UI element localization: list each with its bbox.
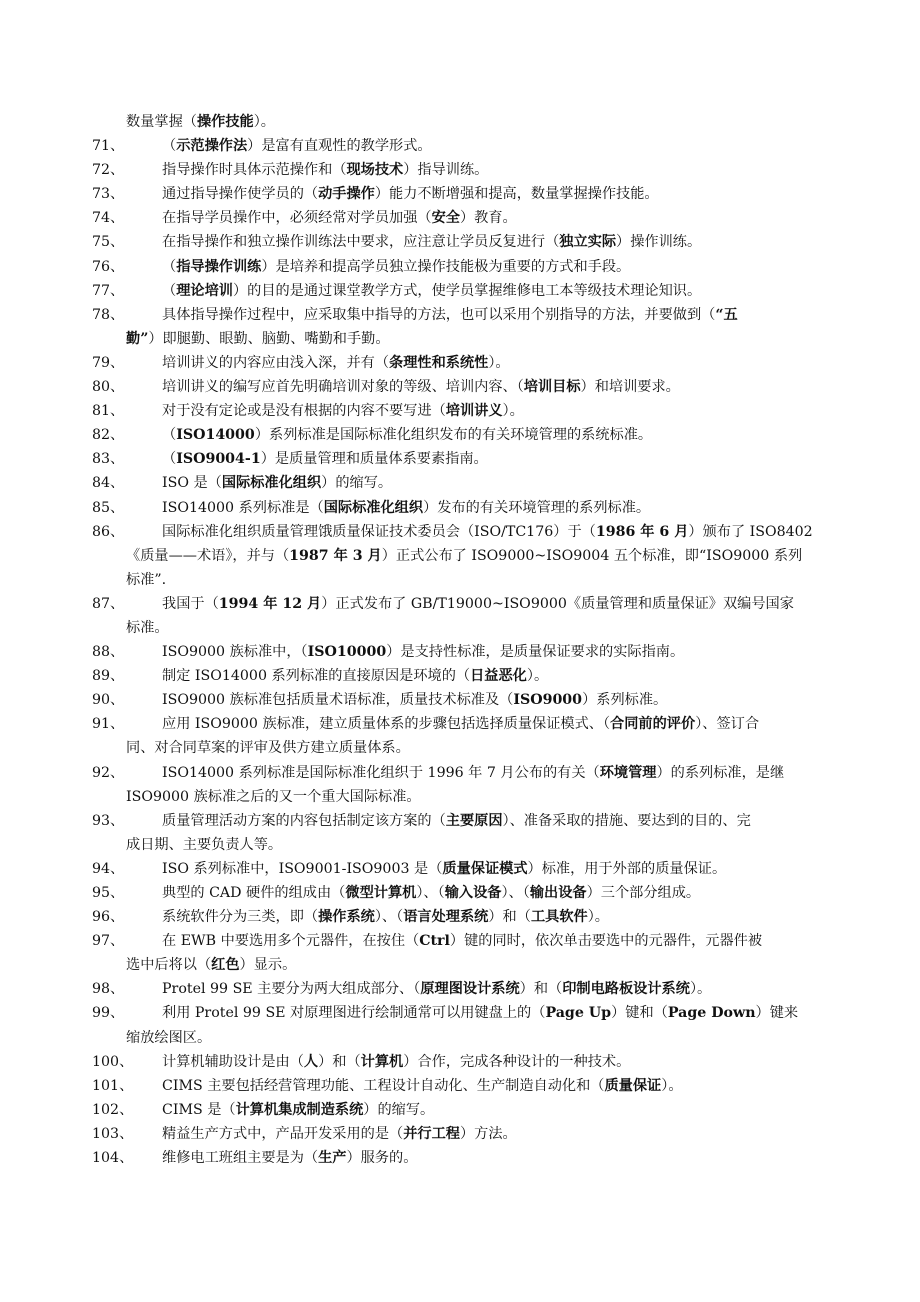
item-first-line: [92, 688, 837, 712]
item-continuation-line: [92, 544, 837, 568]
question-text: ）是支持性标准，是质量保证要求的实际指南。: [386, 644, 685, 661]
item-number: 80、: [92, 379, 125, 396]
item-first-line: [92, 255, 837, 279]
list-item: [92, 592, 837, 640]
item-number: 84、: [92, 475, 125, 492]
answer-text: 勤”: [126, 330, 149, 347]
item-number: 101、: [92, 1077, 134, 1094]
list-item: [92, 230, 837, 254]
answer-text: 工具软件: [530, 909, 588, 926]
answer-text: 操作技能: [196, 114, 254, 130]
question-text: ）指导训练。: [403, 162, 489, 179]
question-text: （: [162, 282, 177, 299]
question-text: 国际标准化组织质量管理饿质量保证技术委员会（ISO/TC176）于（: [162, 523, 596, 540]
item-first-line: [92, 496, 837, 520]
question-text: ）三个部分组成。: [586, 885, 701, 901]
list-item: [92, 520, 837, 592]
question-text: CIMS 主要包括经营管理功能、工程设计自动化、生产制造自动化和（: [162, 1077, 605, 1094]
item-number: 86、: [92, 523, 125, 540]
question-text: ）。: [502, 403, 524, 420]
item-text: [162, 761, 837, 785]
item-text: [162, 158, 837, 182]
answer-text: 独立实际: [559, 234, 617, 251]
question-text: ）是质量管理和质量体系要素指南。: [260, 451, 488, 468]
item-text: [162, 471, 837, 495]
question-text: ）键来: [755, 1005, 799, 1022]
list-item: [92, 423, 837, 447]
item-text: [162, 375, 837, 399]
item-text: [162, 688, 837, 712]
item-first-line: [92, 471, 837, 495]
item-text: [162, 1098, 837, 1122]
item-first-line: [92, 206, 837, 230]
item-first-line: [92, 351, 837, 375]
item-first-line: [92, 1098, 837, 1122]
question-text: ）和（: [318, 1053, 361, 1070]
question-text: ）、准备采取的措施、要达到的目的、完: [502, 812, 751, 829]
question-text: ）和（: [488, 909, 531, 926]
item-first-line: [92, 905, 837, 929]
item-continuation-line: [92, 953, 837, 977]
list-item: [92, 977, 837, 1001]
item-continuation-line: [92, 736, 837, 760]
list-item: [92, 1001, 837, 1049]
item-first-line: [92, 447, 837, 471]
item-continuation-line: [92, 1026, 837, 1050]
question-text: （: [162, 451, 177, 468]
document-body: [92, 110, 837, 1170]
item-text: [162, 496, 837, 520]
question-text: 制定 ISO14000 系列标准的直接原因是环境的（: [162, 668, 471, 685]
answer-text: 生产: [318, 1150, 347, 1167]
item-first-line: [92, 809, 837, 833]
answer-text: ISO10000: [307, 644, 387, 661]
question-text: ）的系列标准，是继: [656, 764, 785, 781]
question-text: 《质量——术语》，并与（: [126, 547, 290, 564]
item-text: [162, 1001, 837, 1025]
question-text: ）。: [689, 981, 712, 998]
question-text: 对于没有定论或是没有根据的内容不要写进（: [162, 403, 446, 420]
question-text: 标准。: [126, 619, 169, 636]
item-first-line: [92, 303, 837, 327]
question-text: 系统软件分为三类，即（: [162, 909, 319, 926]
item-text: [162, 182, 837, 206]
question-text: ISO 是（: [162, 475, 222, 492]
item-first-line: [92, 375, 837, 399]
answer-text: 红色: [211, 957, 240, 974]
item-number: 85、: [92, 499, 125, 516]
question-text: 缩放绘图区。: [126, 1029, 212, 1046]
item-text: [162, 279, 837, 303]
question-text: ）颁布了 ISO8402: [688, 523, 813, 540]
item-text: [162, 977, 837, 1001]
question-text: ）键的同时，依次单击要选中的元器件，元器件被: [449, 933, 763, 950]
answer-text: 动手操作: [318, 186, 375, 203]
item-number: 88、: [92, 644, 125, 661]
question-text: ISO9000 族标准中，（: [162, 644, 308, 661]
item-first-line: [92, 592, 837, 616]
question-text: ）。: [587, 909, 609, 926]
answer-text: 国际标准化组织: [221, 475, 322, 492]
question-text: 在指导操作和独立操作训练法中要求，应注意让学员反复进行（: [162, 234, 560, 251]
question-text: ）键和（: [611, 1005, 668, 1022]
item-text: [162, 399, 837, 423]
question-text: CIMS 是（: [162, 1101, 236, 1118]
item-number: 91、: [92, 716, 125, 733]
answer-text: 示范操作法: [176, 138, 248, 155]
list-item: [92, 206, 837, 230]
list-item: [92, 303, 837, 351]
question-text: ）、签订合: [695, 716, 760, 733]
answer-text: 主要原因: [445, 812, 503, 829]
item-number: 73、: [92, 186, 125, 203]
question-text: ）方法。: [459, 1125, 517, 1142]
question-text: ISO14000 系列标准是国际标准化组织于 1996 年 7 月公布的有关（: [162, 764, 600, 781]
question-text: 应用 ISO9000 族标准，建立质量体系的步骤包括选择质量保证模式、（: [162, 716, 611, 733]
item-text: [162, 351, 837, 375]
list-item: [92, 471, 837, 495]
answer-text: 质量保证模式: [442, 860, 528, 877]
question-text: ）系列标准是国际标准化组织发布的有关环境管理的系统标准。: [254, 427, 653, 444]
question-text: 数量掌握（: [126, 114, 197, 130]
item-number: 89、: [92, 668, 125, 685]
question-text: 质量管理活动方案的内容包括制定该方案的（: [162, 812, 446, 829]
answer-text: ISO9004-1: [176, 451, 261, 468]
question-text: ）操作训练。: [616, 234, 702, 251]
question-text: 同、对合同草案的评审及供方建立质量体系。: [126, 740, 410, 757]
list-item: [92, 375, 837, 399]
question-text: 利用 Protel 99 SE 对原理图进行绘制通常可以用键盘上的（: [162, 1005, 546, 1022]
answer-text: Page Down: [667, 1005, 756, 1022]
item-number: 93、: [92, 812, 125, 829]
list-item: [92, 182, 837, 206]
answer-text: 理论培训: [176, 282, 233, 299]
answer-text: 原理图设计系统: [420, 981, 520, 998]
item-text: [162, 134, 837, 158]
item-number: 71、: [92, 138, 125, 155]
question-text: 在指导学员操作中，必须经常对学员加强（: [162, 210, 432, 227]
question-text: ）。: [253, 114, 275, 130]
item-number: 104、: [92, 1150, 134, 1167]
item-text: [162, 1074, 837, 1098]
question-text: ）正式公布了 ISO9000~ISO9004 五个标准，即“ISO9000 系列: [381, 547, 803, 564]
question-text: ）即腿勤、眼勤、脑勤、嘴勤和手勤。: [148, 330, 390, 347]
item-first-line: [92, 230, 837, 254]
item-text: [162, 303, 837, 327]
answer-text: 计算机集成制造系统: [235, 1101, 364, 1118]
answer-text: 人: [303, 1053, 319, 1070]
item-text: [162, 857, 837, 881]
item-number: 76、: [92, 258, 125, 275]
item-text: [162, 447, 837, 471]
item-text: [162, 1122, 837, 1146]
list-item: [92, 712, 837, 760]
answer-text: 质量保证: [604, 1077, 662, 1094]
question-text: （: [162, 427, 177, 444]
question-text: 培训讲义的内容应由浅入深，并有（: [162, 354, 390, 371]
list-item: [92, 399, 837, 423]
item-first-line: [92, 134, 837, 158]
list-item: [92, 1146, 837, 1170]
item-first-line: [92, 399, 837, 423]
question-text: ）是富有直观性的教学形式。: [247, 138, 432, 155]
item-first-line: [92, 1001, 837, 1025]
item-first-line: [92, 640, 837, 664]
item-number: 94、: [92, 860, 125, 877]
item-number: 83、: [92, 451, 125, 468]
answer-text: “五: [715, 306, 738, 323]
item-text: [162, 712, 837, 736]
list-item: [92, 1050, 837, 1074]
answer-text: 指导操作训练: [176, 258, 262, 275]
answer-text: 培训讲义: [445, 403, 503, 420]
answer-text: 微型计算机: [345, 885, 417, 901]
answer-text: ISO14000: [176, 427, 255, 444]
question-text: ）、（: [501, 885, 530, 901]
question-text: ）发布的有关环境管理的系列标准。: [423, 499, 651, 516]
question-text: 我国于（: [162, 595, 219, 612]
question-text: ）合作，完成各种设计的一种技术。: [403, 1053, 631, 1070]
item-text: [162, 640, 837, 664]
question-text: 在 EWB 中要选用多个元器件，在按住（: [162, 933, 420, 950]
list-item: [92, 351, 837, 375]
answer-text: 合同前的评价: [610, 716, 696, 733]
item-text: [162, 664, 837, 688]
answer-text: 培训目标: [523, 379, 581, 396]
answer-text: 安全: [431, 210, 460, 227]
list-item: [92, 905, 837, 929]
item-text: [162, 1146, 837, 1170]
item-number: 82、: [92, 427, 125, 444]
answer-text: Page Up: [545, 1005, 612, 1022]
question-text: ）、（: [416, 885, 445, 901]
item-text: [162, 809, 837, 833]
list-item: [92, 447, 837, 471]
answer-text: 印制电路板设计系统: [562, 981, 690, 998]
list-item: [92, 496, 837, 520]
list-item: [92, 134, 837, 158]
answer-text: 输入设备: [444, 885, 502, 901]
list-item: [92, 857, 837, 881]
question-text: ）服务的。: [346, 1150, 418, 1167]
item-number: 96、: [92, 909, 125, 926]
answer-text: 1986 年 6 月: [595, 523, 689, 540]
item-number: 75、: [92, 234, 125, 251]
item-number: 74、: [92, 210, 125, 227]
question-text: 通过指导操作使学员的（: [162, 186, 319, 203]
item-number: 87、: [92, 595, 125, 612]
item-number: 100、: [92, 1053, 134, 1070]
item-number: 79、: [92, 354, 125, 371]
answer-text: ISO9000: [513, 692, 583, 709]
question-text: ）能力不断增强和提高，数量掌握操作技能。: [374, 186, 659, 203]
question-text: 成日期、主要负责人等。: [126, 836, 283, 853]
item-continuation-line: [92, 568, 837, 592]
question-text: ）显示。: [239, 957, 297, 974]
list-item: [92, 1122, 837, 1146]
question-text: 指导操作时具体示范操作和（: [162, 162, 347, 179]
question-text: ）。: [526, 668, 549, 685]
item-number: 102、: [92, 1101, 134, 1118]
question-text: Protel 99 SE 主要分为两大组成部分、（: [162, 981, 421, 998]
question-list: [92, 134, 837, 1170]
item-first-line: [92, 1122, 837, 1146]
list-item: [92, 1074, 837, 1098]
answer-text: 1994 年 12 月: [218, 595, 322, 612]
item-continuation-line: [92, 833, 837, 857]
item-text: [162, 520, 837, 544]
list-item: [92, 1098, 837, 1122]
item-number: 72、: [92, 162, 125, 179]
item-first-line: [92, 712, 837, 736]
item-first-line: [92, 977, 837, 1001]
question-text: ）教育。: [459, 210, 517, 227]
question-text: （: [162, 138, 177, 155]
question-text: （: [162, 258, 177, 275]
question-text: ）和培训要求。: [580, 379, 680, 396]
question-text: ）系列标准。: [582, 692, 668, 709]
question-text: ）的缩写。: [321, 475, 393, 492]
question-text: ISO 系列标准中，ISO9001-ISO9003 是（: [162, 860, 443, 877]
answer-text: 日益恶化: [470, 668, 527, 685]
question-text: ISO14000 系列标准是（: [162, 499, 324, 516]
item-first-line: [92, 1146, 837, 1170]
list-item: [92, 255, 837, 279]
question-text: 标准”.: [126, 571, 167, 588]
item-first-line: [92, 929, 837, 953]
question-text: ）正式发布了 GB/T19000~ISO9000《质量管理和质量保证》双编号国家: [321, 595, 794, 612]
item-number: 103、: [92, 1125, 134, 1142]
answer-text: Ctrl: [419, 933, 450, 950]
list-item: [92, 881, 837, 905]
item-number: 92、: [92, 764, 125, 781]
item-number: 99、: [92, 1005, 125, 1022]
item-first-line: [92, 857, 837, 881]
item-text: [162, 881, 837, 905]
answer-text: 条理性和系统性: [389, 354, 489, 371]
item-number: 78、: [92, 306, 125, 323]
lead-line: [92, 110, 837, 134]
list-item: [92, 664, 837, 688]
item-number: 97、: [92, 933, 125, 950]
item-first-line: [92, 158, 837, 182]
item-continuation-line: [92, 785, 837, 809]
item-text: [162, 255, 837, 279]
question-text: 计算机辅助设计是由（: [162, 1053, 304, 1070]
item-continuation-line: [92, 616, 837, 640]
answer-text: 语言处理系统: [403, 909, 489, 926]
item-text: [162, 423, 837, 447]
question-text: ）标准，用于外部的质量保证。: [527, 860, 727, 877]
item-number: 98、: [92, 981, 125, 998]
list-item: [92, 158, 837, 182]
answer-text: 现场技术: [346, 162, 404, 179]
item-first-line: [92, 881, 837, 905]
question-text: 精益生产方式中，产品开发采用的是（: [162, 1125, 404, 1142]
item-number: 95、: [92, 885, 125, 901]
answer-text: 环境管理: [599, 764, 657, 781]
question-text: ISO9000 族标准包括质量术语标准，质量技术标准及（: [162, 692, 514, 709]
question-text: 典型的 CAD 硬件的组成由（: [162, 885, 346, 901]
item-number: 81、: [92, 403, 125, 420]
item-text: [162, 206, 837, 230]
item-text: [162, 592, 837, 616]
question-text: ISO9000 族标准之后的又一个重大国际标准。: [126, 788, 421, 805]
item-text: [162, 929, 837, 953]
item-first-line: [92, 423, 837, 447]
question-text: ）。: [661, 1077, 683, 1094]
question-text: ）和（: [519, 981, 563, 998]
list-item: [92, 929, 837, 977]
answer-text: 输出设备: [529, 885, 587, 901]
item-continuation-line: [92, 327, 837, 351]
list-item: [92, 279, 837, 303]
item-first-line: [92, 664, 837, 688]
answer-text: 1987 年 3 月: [289, 547, 382, 564]
item-first-line: [92, 761, 837, 785]
answer-text: 操作系统: [318, 909, 375, 926]
question-text: ）、（: [374, 909, 404, 926]
answer-text: 并行工程: [403, 1125, 460, 1142]
question-text: 培训讲义的编写应首先明确培训对象的等级、培训内容、（: [162, 379, 524, 396]
question-text: ）是培养和提高学员独立操作技能极为重要的方式和手段。: [261, 258, 631, 275]
answer-text: 国际标准化组织: [323, 499, 424, 516]
question-text: ）。: [488, 354, 510, 371]
question-text: 具体指导操作过程中，应采取集中指导的方法，也可以采用个别指导的方法，并要做到（: [162, 306, 716, 323]
item-text: [162, 230, 837, 254]
item-first-line: [92, 279, 837, 303]
list-item: [92, 809, 837, 857]
item-text: [162, 905, 837, 929]
question-text: ）的缩写。: [363, 1101, 435, 1118]
question-text: 选中后将以（: [126, 957, 212, 974]
item-first-line: [92, 182, 837, 206]
item-number: 90、: [92, 692, 125, 709]
item-number: 77、: [92, 282, 125, 299]
list-item: [92, 761, 837, 809]
item-first-line: [92, 1050, 837, 1074]
item-text: [162, 1050, 837, 1074]
answer-text: 计算机: [360, 1053, 404, 1070]
question-text: ）的目的是通过课堂教学方式，使学员掌握维修电工本等级技术理论知识。: [232, 282, 702, 299]
list-item: [92, 640, 837, 664]
item-first-line: [92, 1074, 837, 1098]
list-item: [92, 688, 837, 712]
question-text: 维修电工班组主要是为（: [162, 1150, 319, 1167]
item-first-line: [92, 520, 837, 544]
